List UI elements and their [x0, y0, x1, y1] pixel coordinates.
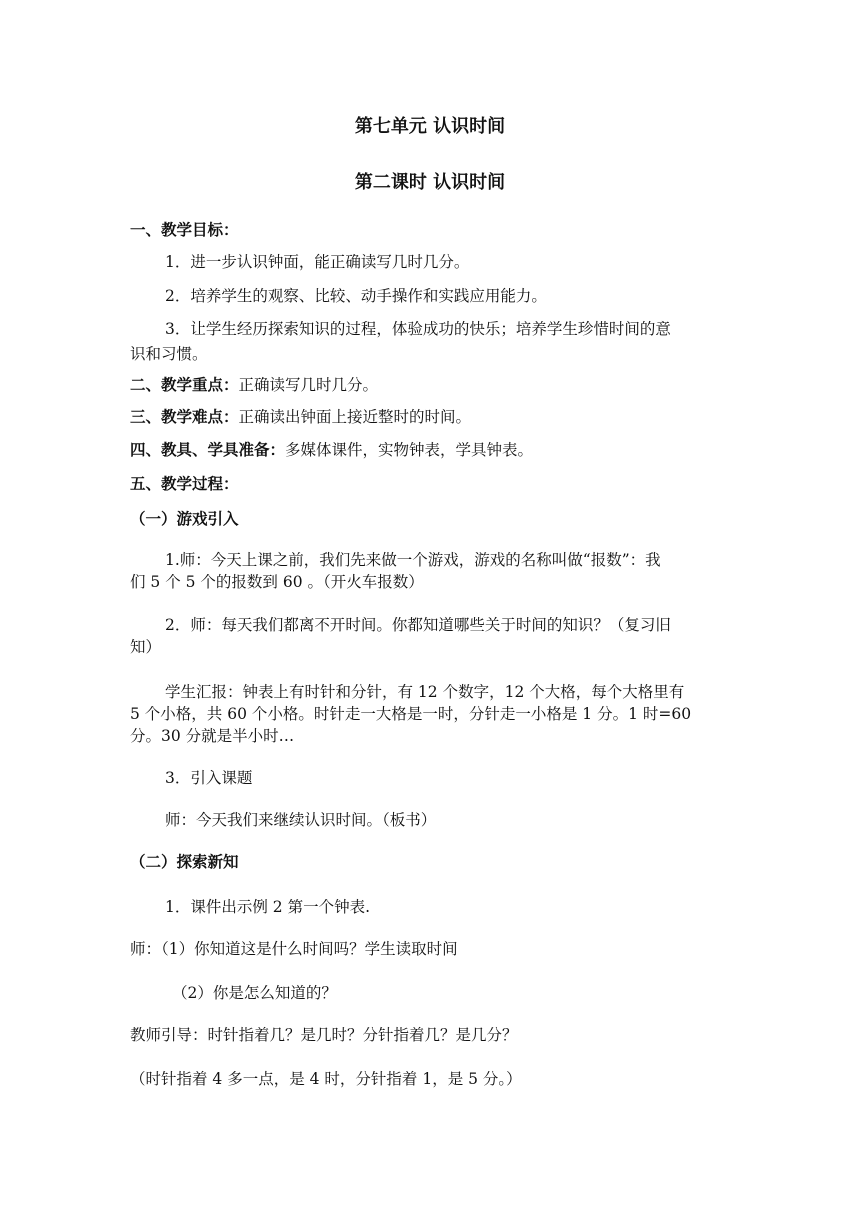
- subsection-heading-game: （一）游戏引入: [130, 510, 239, 528]
- game-paragraph-2-line-2: 知）: [130, 638, 162, 656]
- section-heading-key-points: 二、教学重点：: [130, 376, 239, 394]
- key-points-line: [130, 375, 378, 395]
- difficulties-text: 正确读出钟面上接近整时的时间。: [238, 408, 472, 426]
- subsection-heading-explore: （二）探索新知: [130, 853, 239, 871]
- game-paragraph-1-line-2: 们 5 个 5 个的报数到 60 。（开火车报数）: [130, 573, 424, 591]
- section-heading-materials: 四、教具、学具准备：: [130, 441, 286, 459]
- student-report-line-3: 分。30 分就是半小时…: [130, 727, 295, 745]
- explore-paragraph-2: 师：（1）你知道这是什么时间吗？学生读取时间: [130, 940, 458, 958]
- objective-item-1: 1．进一步认识钟面，能正确读写几时几分。: [165, 253, 470, 271]
- student-report-line-1: 学生汇报：钟表上有时针和分针，有 12 个数字，12 个大格，每个大格里有: [165, 683, 685, 701]
- intro-topic: 3．引入课题: [165, 769, 253, 787]
- document-title: 第七单元 认识时间: [354, 116, 506, 137]
- explore-paragraph-5: （时针指着 4 多一点，是 4 时，分针指着 1，是 5 分。）: [130, 1070, 522, 1088]
- game-paragraph-1-line-1: 1.师：今天上课之前，我们先来做一个游戏，游戏的名称叫做“报数”：我: [165, 551, 661, 569]
- game-paragraph-2-line-1: 2．师：每天我们都离不开时间。你都知道哪些关于时间的知识？（复习旧: [165, 616, 671, 634]
- objective-item-3-line-2: 识和习惯。: [130, 345, 208, 363]
- explore-paragraph-4: 教师引导：时针指着几？是几时？分针指着几？是几分？: [130, 1026, 518, 1044]
- student-report-line-2: 5 个小格，共 60 个小格。时针走一大格是一时，分针走一小格是 1 分。1 时=60: [130, 705, 692, 723]
- objective-item-2: 2．培养学生的观察、比较、动手操作和实践应用能力。: [165, 287, 547, 305]
- section-heading-difficulties: 三、教学难点：: [130, 408, 239, 426]
- objective-item-3-line-1: 3．让学生经历探索知识的过程，体验成功的快乐；培养学生珍惜时间的意: [165, 320, 671, 338]
- materials-text: 多媒体课件，实物钟表，学具钟表。: [285, 441, 534, 459]
- difficulties-line: [130, 407, 471, 427]
- teacher-line-intro: 师：今天我们来继续认识时间。（板书）: [165, 811, 437, 829]
- explore-paragraph-1: 1．课件出示例 2 第一个钟表.: [165, 898, 371, 916]
- document-subtitle: 第二课时 认识时间: [354, 172, 506, 193]
- explore-paragraph-3: （2）你是怎么知道的？: [172, 984, 337, 1002]
- section-heading-process: 五、教学过程：: [130, 475, 239, 493]
- section-heading-objectives: 一、教学目标：: [130, 221, 239, 239]
- key-points-text: 正确读写几时几分。: [238, 376, 379, 394]
- materials-line: [130, 440, 533, 460]
